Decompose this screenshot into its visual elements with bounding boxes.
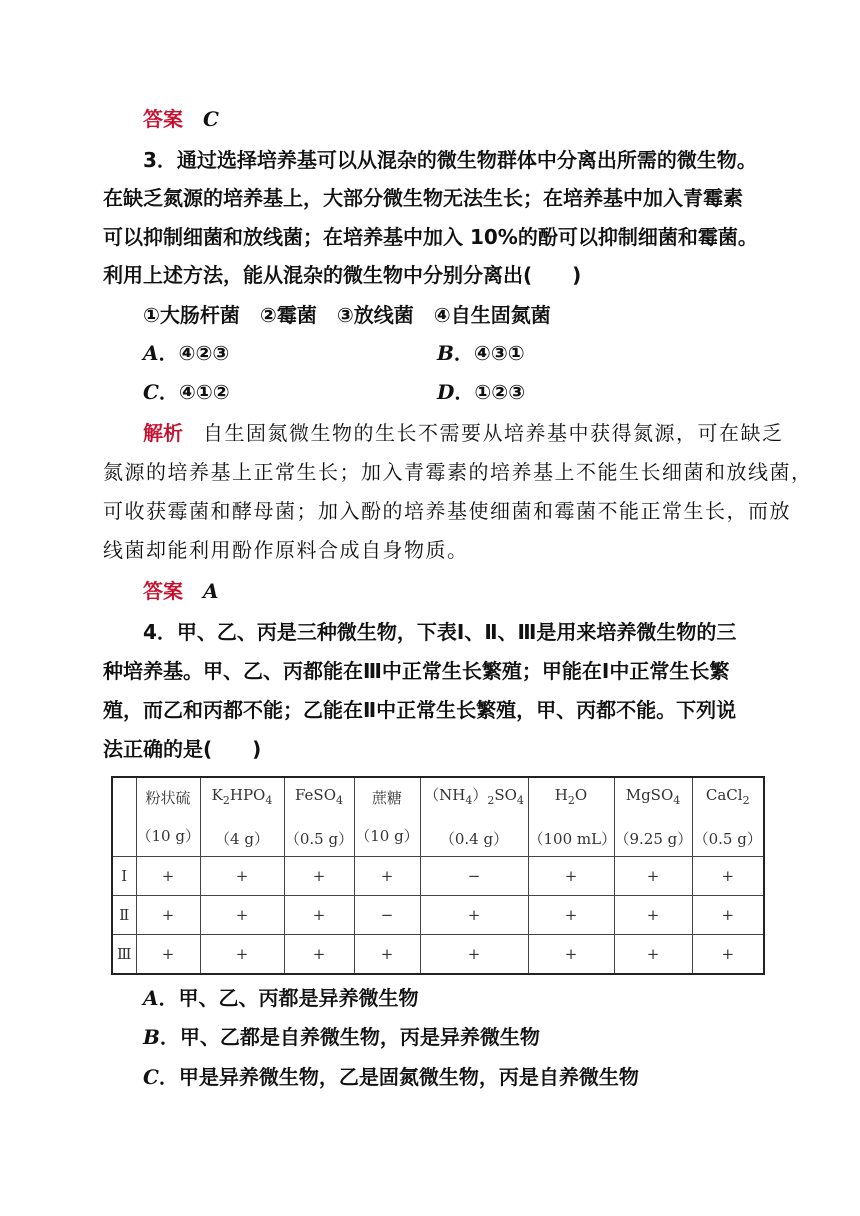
q3-analysis-line-4: 线菌却能利用酚作原料合成自身物质。 xyxy=(103,538,469,562)
table-row xyxy=(112,935,764,975)
q3-analysis-line-3: 可收获霉菌和酵母菌；加入酚的培养基使细菌和霉菌不能正常生长，而放 xyxy=(103,499,791,523)
table-cell: + xyxy=(200,896,284,935)
table-cell: + xyxy=(692,896,764,935)
column-header: 蔗糖 （10 g） xyxy=(354,777,420,857)
q3-analysis-line-1: 解析 自生固氮微生物的生长不需要从培养基中获得氮源，可在缺乏 xyxy=(143,421,784,445)
analysis-label: 解析 xyxy=(143,421,183,445)
answer-value: A xyxy=(203,579,219,603)
q3-analysis-line-2: 氮源的培养基上正常生长；加入青霉素的培养基上不能生长细菌和放线菌， xyxy=(103,460,813,484)
table-cell: + xyxy=(614,896,692,935)
q3-answer xyxy=(143,578,219,604)
q3-option-d: D．①②③ xyxy=(437,380,526,404)
table-cell: + xyxy=(420,935,528,975)
table-row xyxy=(112,896,764,935)
column-header: MgSO$_4$ （9.25 g） xyxy=(614,777,692,857)
q2-answer xyxy=(143,106,219,132)
table-cell: + xyxy=(284,935,354,975)
q3-stem-line-2: 在缺乏氮源的培养基上，大部分微生物无法生长；在培养基中加入青霉素 xyxy=(103,186,743,210)
table-row xyxy=(112,857,764,896)
q3-stem-line-1: 3．通过选择培养基可以从混杂的微生物群体中分离出所需的微生物。 xyxy=(143,148,757,172)
answer-value: C xyxy=(203,107,219,131)
column-header: CaCl$_2$ （0.5 g） xyxy=(692,777,764,857)
table-cell: + xyxy=(136,857,200,896)
q4-stem-line-1: 4．甲、乙、丙是三种微生物，下表Ⅰ、Ⅱ、Ⅲ是用来培养微生物的三 xyxy=(143,620,737,644)
column-header: $(NH_4)_2SO_4$ （0.4 g） xyxy=(420,777,528,857)
column-header: 粉状硫 （10 g） xyxy=(136,777,200,857)
q4-stem-line-4: 法正确的是( ) xyxy=(103,737,262,761)
row-label: Ⅰ xyxy=(112,857,136,896)
table-cell: + xyxy=(136,896,200,935)
medium-table xyxy=(111,776,765,975)
column-header: $K_2HPO_4$ （4 g） xyxy=(200,777,284,857)
row-label: Ⅲ xyxy=(112,935,136,975)
table-cell: + xyxy=(354,935,420,975)
table-cell: + xyxy=(614,935,692,975)
q3-option-b: B．④③① xyxy=(437,341,525,365)
q4-option-a: A．甲、乙、丙都是异养微生物 xyxy=(143,986,419,1010)
column-header: $H_2O$ （100 mL） xyxy=(528,777,614,857)
table-cell: − xyxy=(354,896,420,935)
table-cell: + xyxy=(692,857,764,896)
table-cell: + xyxy=(420,896,528,935)
table-cell: + xyxy=(200,935,284,975)
table-cell: + xyxy=(528,857,614,896)
table-cell: + xyxy=(136,935,200,975)
table-cell: + xyxy=(284,857,354,896)
table-cell: − xyxy=(420,857,528,896)
table-cell: + xyxy=(284,896,354,935)
table-cell: + xyxy=(354,857,420,896)
table-cell: + xyxy=(528,896,614,935)
table-cell: + xyxy=(692,935,764,975)
q3-stem-line-3: 可以抑制细菌和放线菌；在培养基中加入 10%的酚可以抑制细菌和霉菌。 xyxy=(103,225,758,249)
q3-items: ①大肠杆菌 ②霉菌 ③放线菌 ④自生固氮菌 xyxy=(143,303,551,327)
table-cell: + xyxy=(200,857,284,896)
answer-label: 答案 xyxy=(143,107,183,131)
table-header-row xyxy=(112,777,764,857)
q4-stem-line-2: 种培养基。甲、乙、丙都能在Ⅲ中正常生长繁殖；甲能在Ⅰ中正常生长繁 xyxy=(103,659,730,683)
q3-stem-line-4: 利用上述方法，能从混杂的微生物中分别分离出( ) xyxy=(103,263,582,287)
table-cell: + xyxy=(614,857,692,896)
column-header: FeSO$_4$ （0.5 g） xyxy=(284,777,354,857)
q3-option-c: C．④①② xyxy=(143,380,230,404)
table-corner-cell xyxy=(112,777,136,857)
table-cell: + xyxy=(528,935,614,975)
q4-stem-line-3: 殖，而乙和丙都不能；乙能在Ⅱ中正常生长繁殖，甲、丙都不能。下列说 xyxy=(103,698,737,722)
q4-option-c: C．甲是异养微生物，乙是固氮微生物，丙是自养微生物 xyxy=(143,1065,639,1089)
q4-option-b: B．甲、乙都是自养微生物，丙是异养微生物 xyxy=(143,1025,540,1049)
q3-option-a: A．④②③ xyxy=(143,341,230,365)
row-label: Ⅱ xyxy=(112,896,136,935)
answer-label: 答案 xyxy=(143,579,183,603)
